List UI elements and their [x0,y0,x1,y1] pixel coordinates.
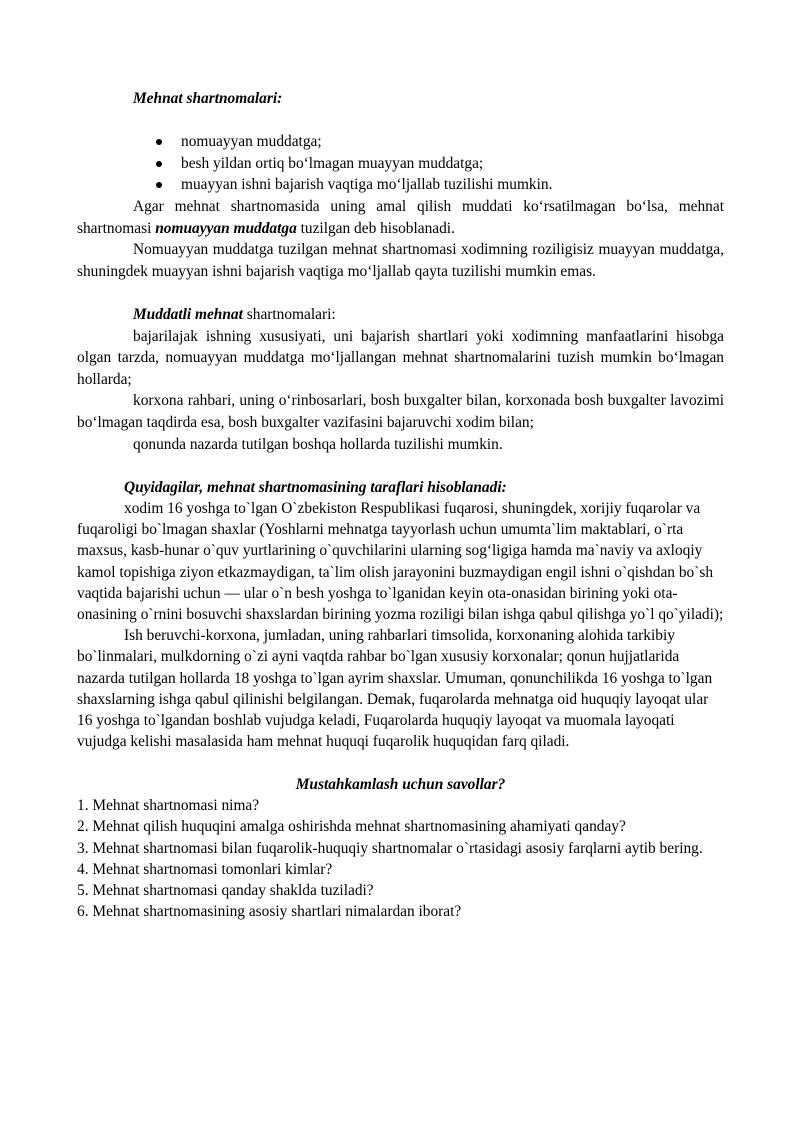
section-heading-muddatli: Muddatli mehnat shartnomalari: [133,305,336,323]
question-item: 6. Mehnat shartnomasining asosiy shartlari nimalardan iborat? [77,903,462,921]
section-heading-taraflar: Quyidagilar, mehnat shartnomasining taraflari hisoblanadi: [124,478,507,496]
list-item: nomuayyan muddatga; [77,131,724,153]
list-item: muayyan ishni bajarish vaqtiga mo‘ljallab tuzilishi mumkin. [77,174,724,196]
question-item: 2. Mehnat qilish huquqini amalga oshirishda mehnat shartnomasining ahamiyati qanday? [77,818,626,836]
paragraph: Nomuayyan muddatga tuzilgan mehnat shartnomasi xodimning roziligisiz muayyan muddatga, shuningdek muayyan ishni bajarish vaqtiga mo‘ljallab qayta tuzilishi mumkin emas. [77,241,724,280]
question-item: 1. Mehnat shartnomasi nima? [77,797,260,815]
paragraph: xodim 16 yoshga to`lgan O`zbekiston Respublikasi fuqarosi, shuningdek, xorijiy fuqarolar va fuqaroligi bo`lmagan shaxlar (Yoshlarni mehnatga tayyorlash uchun umumta`lim maktablari, o`rta maxsus, kasb-hunar o`quv yurtlarining o`quvchilarini ularning sog‘ligiga hamda ma`naviy va axloqiy kamol topishiga ziyon etkazmaydigan, ta`lim olish jarayonini buzmaydigan engil ishni o`qishdan bo`sh vaqtida bajarishi uchun — ular o`n besh yoshga to`lganidan keyin ota-onasidan birining yoki ota-onasining o`rnini bosuvchi shaxslardan birining yozma roziligi bilan ishga qabul qilishga yo`l qo`yiladi); [77,499,724,623]
contract-types-list [77,131,724,196]
section-heading-mehnat-shartnomalari: Mehnat shartnomalari: [133,90,283,107]
paragraph: qonunda nazarda tutilgan boshqa hollarda tuzilishi mumkin. [133,435,503,453]
document-page [77,88,724,922]
question-item: 3. Mehnat shartnomasi bilan fuqarolik-huquqiy shartnomalar o`rtasidagi asosiy farqlarni aytib bering. [77,839,703,857]
paragraph: korxona rahbari, uning o‘rinbosarlari, bosh buxgalter bilan, korxonada bosh buxgalter lavozimi bo‘lmagan taqdirda esa, bosh buxgalter vazifasini bajaruvchi xodim bilan; [77,392,724,431]
bullet-icon [156,139,162,145]
bullet-icon [156,161,162,167]
questions-heading: Mustahkamlash uchun savollar? [295,775,506,793]
paragraph: Ish beruvchi-korxona, jumladan, uning rahbarlari timsolida, korxonaning alohida tarkibiy bo`linmalari, mulkdorning o`zi ayni vaqtda rahbar bo`lgan xususiy korxonalar; qonun hujjatlarida nazarda tutilgan hollarda 18 yoshga to`lgan ayrim shaxslar. Umuman, qonunchilikda 16 yoshga to`lgan shaxslarning ishga qabul qilinishi belgilangan. Demak, fuqarolarda mehnatga oid huquqiy layoqat ular 16 yoshga to`lgandan boshlab vujudga keladi, Fuqarolarda huquqiy layoqat va muomala layoqati vujudga kelishi masalasida ham mehnat huquqi fuqarolik huquqidan farq qiladi. [77,627,713,751]
question-item: 5. Mehnat shartnomasi qanday shaklda tuziladi? [77,881,374,899]
list-item: besh yildan ortiq bo‘lmagan muayyan muddatga; [77,153,724,175]
paragraph: Agar mehnat shartnomasida uning amal qilish muddati ko‘rsatilmagan bo‘lsa, mehnat shartnomasi nomuayyan muddatga tuzilgan deb hisoblanadi. [77,197,724,237]
paragraph: bajarilajak ishning xususiyati, uni bajarish shartlari yoki xodimning manfaatlarini hisobga olgan tarzda, nomuayyan muddatga mo‘ljallangan mehnat shartnomalarini tuzish mumkin bo‘lmagan hollarda; [77,327,724,388]
bullet-icon [156,182,162,188]
question-item: 4. Mehnat shartnomasi tomonlari kimlar? [77,860,333,878]
emphasis-text: nomuayyan muddatga [155,219,297,237]
